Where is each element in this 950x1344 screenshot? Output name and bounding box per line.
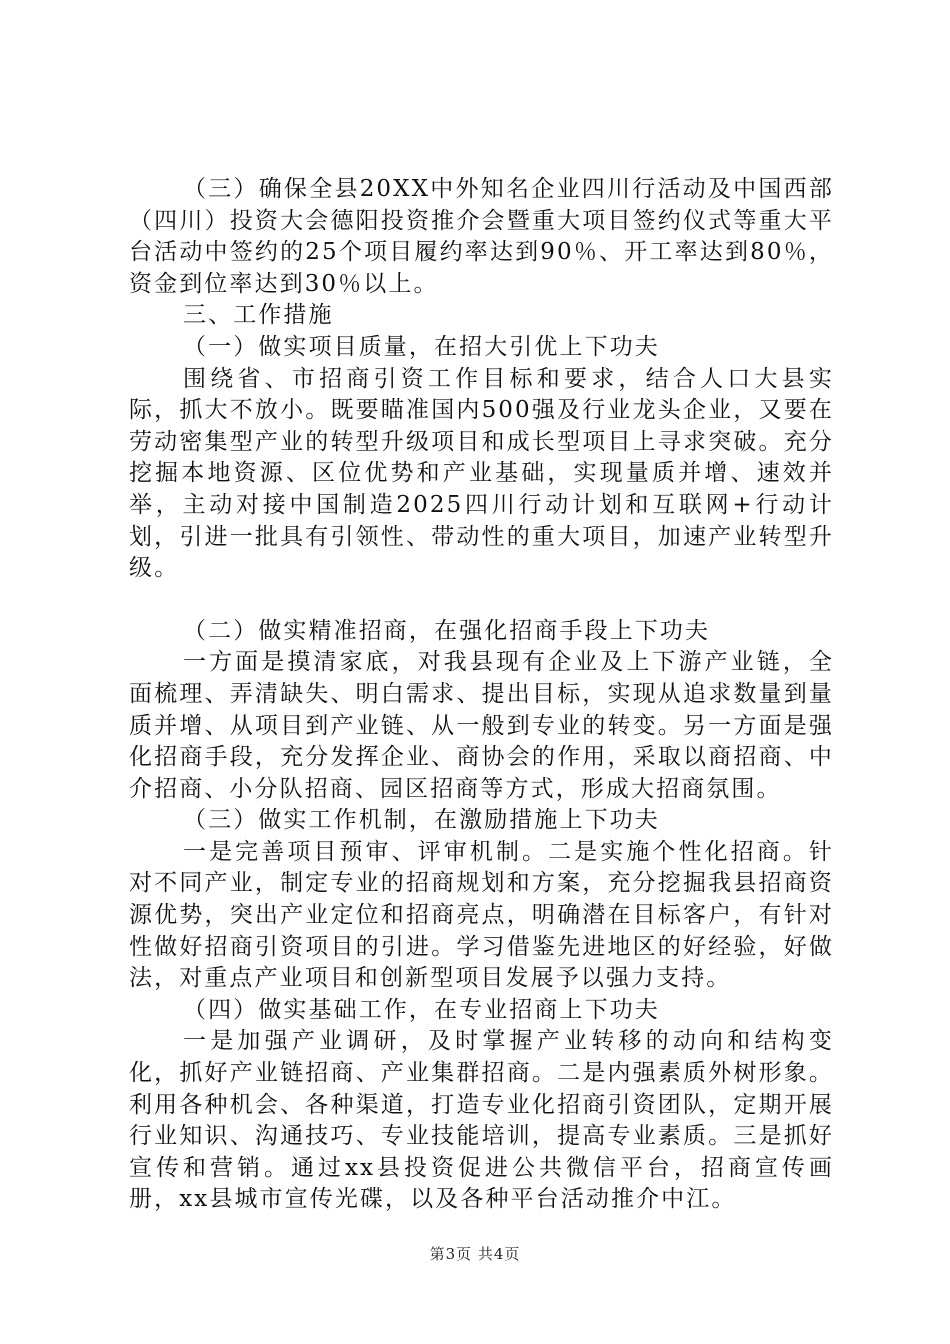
paragraph-measure-two: 一方面是摸清家底，对我县现有企业及上下游产业链，全面梳理、弄清缺失、明白需求、提出目标，实现从追求数量到量质并增、从项目到产业链、从一般到专业的转变。另一方面是强化招商手段，充分发挥企业、商协会的作用，采取以商招商、中介招商、小分队招商、园区招商等方式，形成大招商氛围。 bbox=[129, 649, 834, 802]
subheading-measure-one: （一）做实项目质量，在招大引优上下功夫 bbox=[183, 333, 660, 360]
section-heading-work-measures: 三、工作措施 bbox=[183, 302, 334, 329]
paragraph-goal-three: （三）确保全县20XX中外知名企业四川行活动及中国西部（四川）投资大会德阳投资推介会暨重大项目签约仪式等重大平台活动中签约的25个项目履约率达到90％、开工率达到80％，资金到位率达到30％以上。 bbox=[129, 176, 834, 297]
paragraph-measure-three: 一是完善项目预审、评审机制。二是实施个性化招商。针对不同产业，制定专业的招商规划和方案，充分挖掘我县招商资源优势，突出产业定位和招商亮点，明确潜在目标客户，有针对性做好招商引资项目的引进。学习借鉴先进地区的好经验，好做法，对重点产业项目和创新型项目发展予以强力支持。 bbox=[129, 838, 834, 992]
paragraph-measure-four: 一是加强产业调研，及时掌握产业转移的动向和结构变化，抓好产业链招商、产业集群招商。二是内强素质外树形象。利用各种机会、各种渠道，打造专业化招商引资团队，定期开展行业知识、沟通技巧、专业技能培训，提高专业素质。三是抓好宣传和营销。通过xx县投资促进公共微信平台，招商宣传画册，xx县城市宣传光碟，以及各种平台活动推介中江。 bbox=[129, 1028, 834, 1213]
subheading-measure-three: （三）做实工作机制，在激励措施上下功夫 bbox=[183, 807, 660, 834]
document-body bbox=[129, 174, 834, 1216]
page-number-footer: 第3页 共4页 bbox=[429, 1245, 521, 1263]
subheading-measure-two: （二）做实精准招商，在强化招商手段上下功夫 bbox=[183, 617, 711, 644]
paragraph-measure-one: 围绕省、市招商引资工作目标和要求，结合人口大县实际，抓大不放小。既要瞄准国内500强及行业龙头企业，又要在劳动密集型产业的转型升级项目和成长型项目上寻求突破。充分挖掘本地资源、区位优势和产业基础，实现量质并增、速效并举，主动对接中国制造2025四川行动计划和互联网+行动计划，引进一批具有引领性、带动性的重大项目，加速产业转型升级。 bbox=[129, 365, 834, 582]
subheading-measure-four: （四）做实基础工作，在专业招商上下功夫 bbox=[183, 996, 660, 1023]
